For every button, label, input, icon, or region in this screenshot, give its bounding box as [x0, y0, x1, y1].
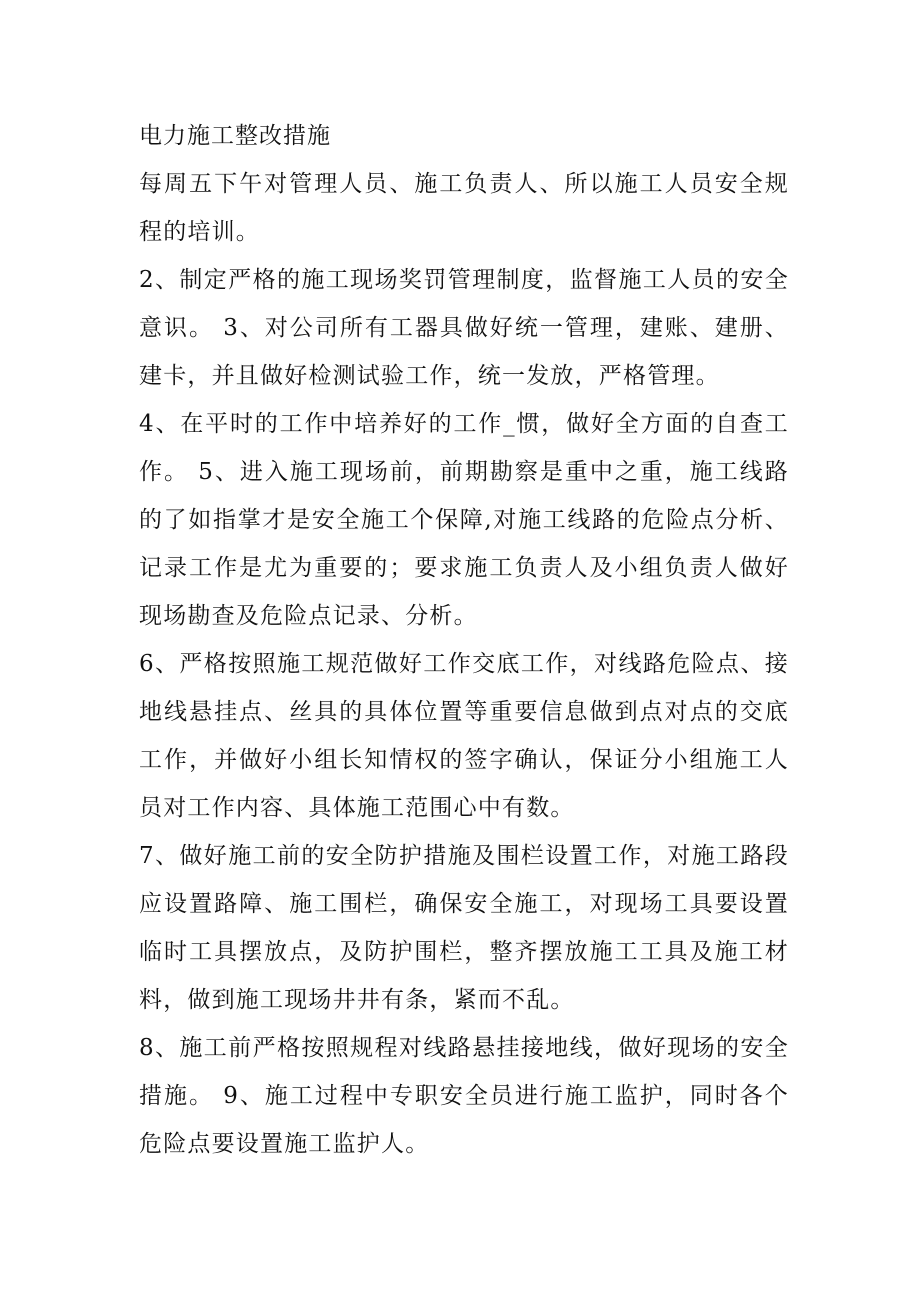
paragraph-3: 4、在平时的工作中培养好的工作_惯，做好全方面的自查工作。 5、进入施工现场前，前期勘察是重中之重，施工线路的了如指掌才是安全施工个保障,对施工线路的危险点分析、记录工作是尤为重要的；要求施工负责人及小组负责人做好现场勘查及危险点记录、分析。 [139, 411, 789, 629]
document-body [139, 112, 789, 1168]
paragraph-4: 6、严格按照施工规范做好工作交底工作，对线路危险点、接地线悬挂点、丝具的具体位置等重要信息做到点对点的交底工作，并做好小组长知情权的签字确认，保证分小组施工人员对工作内容、具体施工范围心中有数。 [139, 651, 789, 821]
paragraph-1: 每周五下午对管理人员、施工负责人、所以施工人员安全规程的培训。 [139, 171, 789, 245]
paragraph-5: 7、做好施工前的安全防护措施及围栏设置工作，对施工路段应设置路障、施工围栏，确保安全施工，对现场工具要设置临时工具摆放点，及防护围栏，整齐摆放施工工具及施工材料，做到施工现场井井有条，紧而不乱。 [139, 843, 789, 1013]
paragraph-2: 2、制定严格的施工现场奖罚管理制度，监督施工人员的安全意识。 3、对公司所有工器具做好统一管理，建账、建册、建卡，并且做好检测试验工作，统一发放，严格管理。 [139, 267, 789, 389]
document-title: 电力施工整改措施 [139, 123, 331, 149]
paragraph-6: 8、施工前严格按照规程对线路悬挂接地线，做好现场的安全措施。 9、施工过程中专职安全员进行施工监护，同时各个危险点要设置施工监护人。 [139, 1035, 789, 1157]
